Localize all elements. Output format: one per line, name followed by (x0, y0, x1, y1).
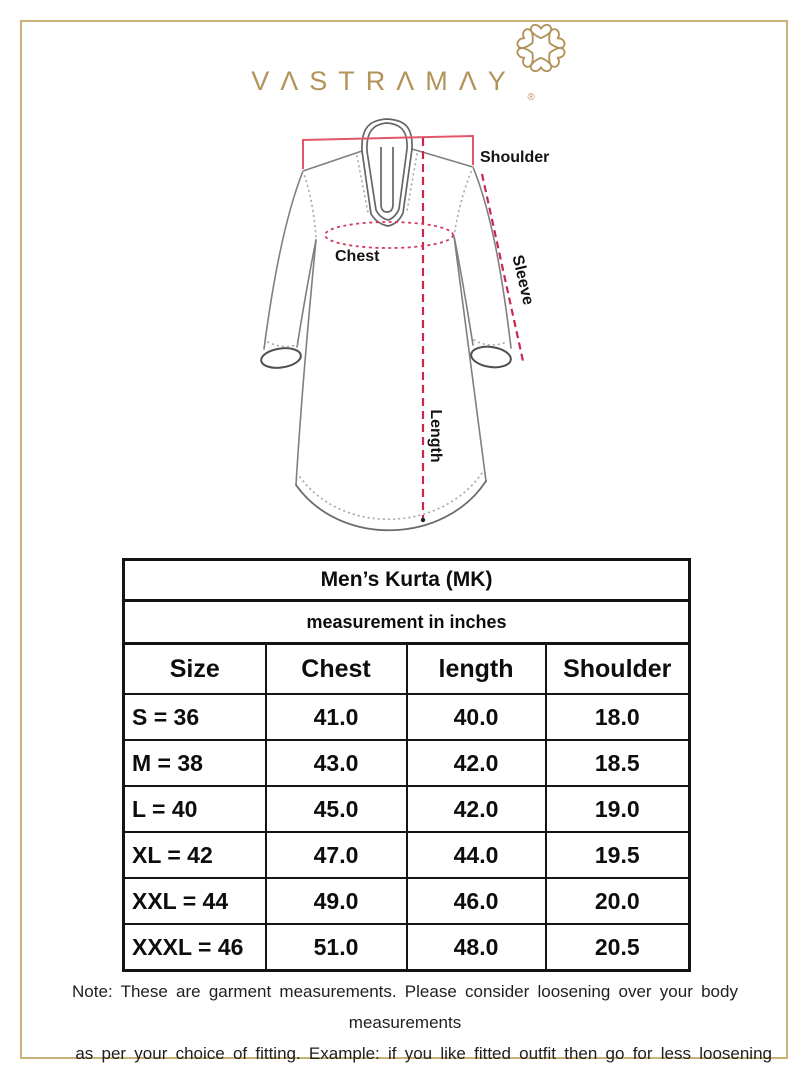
floral-rosette-icon (513, 20, 569, 76)
table-title: Men’s Kurta (MK) (124, 560, 690, 601)
brand-logo-inner (251, 66, 535, 103)
cell-length: 42.0 (407, 740, 546, 786)
column-header-chest: Chest (266, 644, 407, 695)
table-row (124, 740, 690, 786)
cell-size: L = 40 (124, 786, 266, 832)
cell-size: XL = 42 (124, 832, 266, 878)
cell-size: S = 36 (124, 694, 266, 740)
size-chart-table (122, 558, 691, 972)
shoulder-dimension-line (303, 136, 473, 169)
registered-trademark-symbol: ® (527, 92, 535, 103)
table-row (124, 832, 690, 878)
table-header-row (124, 644, 690, 695)
cell-chest: 51.0 (266, 924, 407, 971)
kurta-measurement-diagram (240, 118, 570, 550)
table-subtitle-row (124, 601, 690, 644)
cell-size: XXL = 44 (124, 878, 266, 924)
sleeve-label: Sleeve (508, 253, 537, 307)
length-line-end-dot (421, 518, 425, 522)
cell-length: 40.0 (407, 694, 546, 740)
cell-length: 44.0 (407, 832, 546, 878)
cell-chest: 43.0 (266, 740, 407, 786)
kurta-collar-placket (362, 119, 412, 226)
measurement-note (38, 976, 772, 1069)
cell-length: 46.0 (407, 878, 546, 924)
note-line-2: as per your choice of fitting. Example: if you like fitted outfit then go for less loosening (75, 1044, 772, 1063)
measurement-lines (303, 136, 523, 522)
cell-shoulder: 20.5 (546, 924, 690, 971)
brand-logo (0, 66, 810, 103)
table-row (124, 694, 690, 740)
cell-size: M = 38 (124, 740, 266, 786)
cell-chest: 49.0 (266, 878, 407, 924)
chest-label: Chest (335, 248, 380, 265)
cell-chest: 41.0 (266, 694, 407, 740)
column-header-length: length (407, 644, 546, 695)
note-line-1: Note: These are garment measurements. Please consider loosening over your body measurements (72, 982, 738, 1032)
table-subtitle: measurement in inches (124, 601, 690, 644)
kurta-cuffs (260, 344, 512, 370)
table-row (124, 878, 690, 924)
table-title-row (124, 560, 690, 601)
table-row (124, 786, 690, 832)
cell-shoulder: 20.0 (546, 878, 690, 924)
column-header-size: Size (124, 644, 266, 695)
column-header-shoulder: Shoulder (546, 644, 690, 695)
cell-shoulder: 19.5 (546, 832, 690, 878)
cell-size: XXXL = 46 (124, 924, 266, 971)
table-row (124, 924, 690, 971)
cell-shoulder: 19.0 (546, 786, 690, 832)
cell-chest: 47.0 (266, 832, 407, 878)
cell-length: 48.0 (407, 924, 546, 971)
kurta-stitch-seams (268, 154, 506, 519)
cell-shoulder: 18.0 (546, 694, 690, 740)
cell-shoulder: 18.5 (546, 740, 690, 786)
shoulder-label: Shoulder (480, 149, 550, 166)
cell-chest: 45.0 (266, 786, 407, 832)
brand-name: VΛSTRΛMΛY (251, 66, 517, 96)
length-label: Length (427, 409, 444, 463)
cell-length: 42.0 (407, 786, 546, 832)
